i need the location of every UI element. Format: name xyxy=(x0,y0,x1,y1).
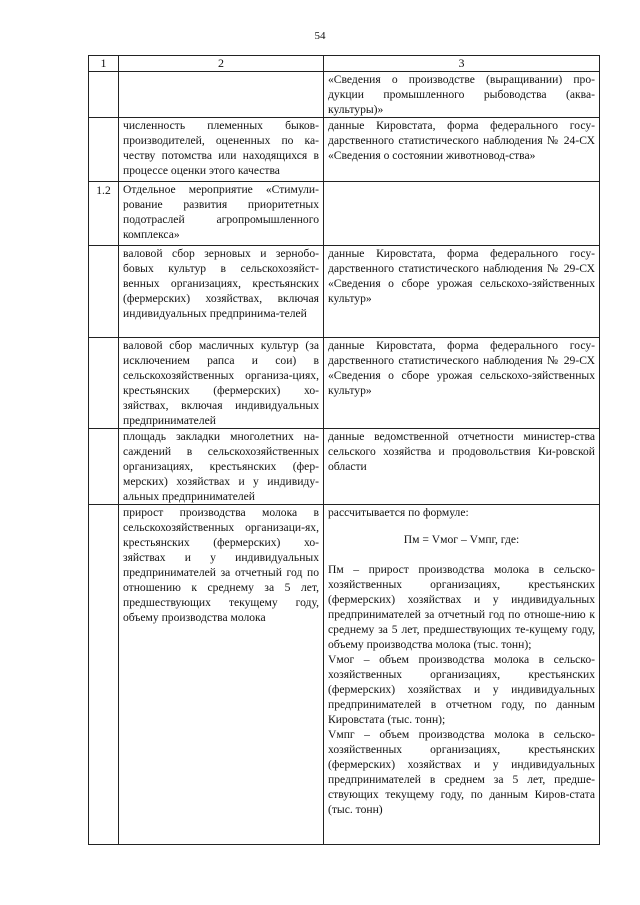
definition-text: Vмпг – объем производства молока в сельско-хозяйственных организациях, крестьянских (фермерских) хозяйствах и у индивидуальных предпринимателей в среднем за 5 лет, предше-ствующих текущему году, по данным Киров-стата (тыс. тонн) xyxy=(328,728,595,816)
table-row xyxy=(89,118,600,182)
row-number xyxy=(89,118,119,182)
table-row xyxy=(89,182,600,246)
table-header-row xyxy=(89,56,600,72)
table-row xyxy=(89,338,600,429)
indicator-cell: Отдельное мероприятие «Стимули-рование развития приоритетных подотраслей агропромышленного комплекса» xyxy=(119,182,324,246)
indicator-cell: валовой сбор масличных культур (за исключением рапса и сои) в сельскохозяйственных организа-циях, крестьянских (фермерских) хо-зяйствах, включая индивидуальных предпринимателей xyxy=(119,338,324,429)
column-header: 1 xyxy=(89,56,119,72)
source-cell: данные Кировстата, форма федерального госу-дарственного статистического наблюдения № 29-СХ «Сведения о сборе урожая сельскохо-зяйственных культур» xyxy=(324,338,600,429)
definition-text: Пм – прирост производства молока в сельско-хозяйственных организациях, крестьянских (фермерских) хозяйствах и у индивидуальных предпринимателей за отчетный год по отноше-нию к среднему за 5 лет, предшествующих те-кущему году, объему производства молока (тыс. тонн); xyxy=(328,563,595,651)
row-number xyxy=(89,429,119,505)
column-header: 3 xyxy=(324,56,600,72)
table-row xyxy=(89,429,600,505)
formula-intro: рассчитывается по формуле: xyxy=(328,506,469,519)
indicator-cell: площадь закладки многолетних на-саждений в сельскохозяйственных организациях, крестьянских (фер-мерских) хозяйствах и у индивиду-альных предпринимателей xyxy=(119,429,324,505)
row-number xyxy=(89,72,119,118)
indicator-cell: прирост производства молока в сельскохозяйственных организаци-ях, крестьянских (фермерских) хо-зяйствах и у индивидуальных предпринимателей за отчетный год по отношению к среднему за 5 лет, предшествующих текущему году, объему производства молока xyxy=(119,505,324,845)
source-cell: данные ведомственной отчетности министер-ства сельского хозяйства и продовольствия Ки-ровской области xyxy=(324,429,600,505)
source-cell: данные Кировстата, форма федерального госу-дарственного статистического наблюдения № 24-СХ «Сведения о состоянии животновод-ства» xyxy=(324,118,600,182)
row-number xyxy=(89,246,119,338)
definition-text: Vмог – объем производства молока в сельско-хозяйственных организациях, крестьянских (фермерских) хозяйствах и у индивидуальных предпринимателей в отчетном году, по данным Кировстата (тыс. тонн); xyxy=(328,653,595,726)
indicator-cell xyxy=(119,72,324,118)
table-row xyxy=(89,72,600,118)
formula: Пм = Vмог – Vмпг, где: xyxy=(403,533,520,546)
source-cell xyxy=(324,182,600,246)
indicators-table xyxy=(88,55,600,845)
indicator-cell: численность племенных быков-производителей, оцененных по ка-честву потомства или находящихся в процессе оценки этого качества xyxy=(119,118,324,182)
row-number xyxy=(89,505,119,845)
row-number xyxy=(89,338,119,429)
indicator-cell: валовой сбор зерновых и зернобо-бовых культур в сельскохозяйст-венных организациях, крестьянских (фермерских) хозяйствах, включая индивидуальных предпринима-телей xyxy=(119,246,324,338)
table-row xyxy=(89,246,600,338)
source-cell: данные Кировстата, форма федерального госу-дарственного статистического наблюдения № 29-СХ «Сведения о сборе урожая сельскохо-зяйственных культур» xyxy=(324,246,600,338)
source-cell xyxy=(324,505,600,845)
table-row xyxy=(89,505,600,845)
source-cell: «Сведения о производстве (выращивании) про-дукции промышленного рыбоводства (аква-культуры)» xyxy=(324,72,600,118)
page-number: 54 xyxy=(314,30,326,42)
row-number: 1.2 xyxy=(89,182,119,246)
column-header: 2 xyxy=(119,56,324,72)
